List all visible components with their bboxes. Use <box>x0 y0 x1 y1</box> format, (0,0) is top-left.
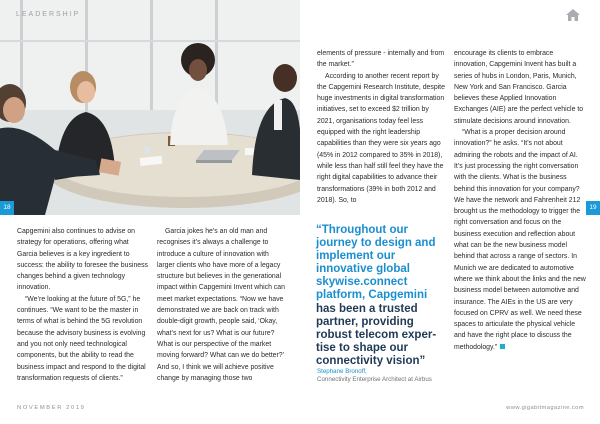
body-column-3 <box>317 48 447 206</box>
paragraph <box>454 127 586 353</box>
paragraph: According to another recent report by the Capgemini Research Institute, despite huge investments in digital transformation initiatives, set to exceed $2 trillion by 2021, organisations today feel less equipped with the right leadership capabilities than they were six years ago (45% in 2012 compared to 35% in 2018), while less than half still feel they have the right digital capabilities to advance their transformations (39% in both 2012 and 2018). So, to <box>317 72 445 204</box>
article-end-mark <box>500 344 505 349</box>
body-column-2 <box>157 226 288 384</box>
home-icon[interactable] <box>565 8 581 22</box>
pull-quote-part-1: “Throughout our journey to design and implement our innovative global skywise.connect platform, Capgemini <box>316 224 436 302</box>
paragraph: “We’re looking at the future of 5G,” he continues. “We want to be the master in terms of what is behind the 5G revolution because the advisory business is evolving and you not only need technological components, but the ability to read the business impact and respond to the digital transformation requests of clients.” <box>17 295 146 382</box>
section-label: LEADERSHIP <box>16 11 81 18</box>
footer-website[interactable]: www.gigabitmagazine.com <box>506 405 584 411</box>
page-number-right: 19 <box>586 201 600 215</box>
meeting-photo <box>0 0 300 215</box>
paragraph: Capgemini also continues to advise on strategy for operations, offering what Garcia believes is a key ingredient to success: the ability to foresee the business changes behind a given technology innovation. <box>17 228 148 292</box>
paragraph: encourage its clients to embrace innovation, Capgemini Invent has built a series of hubs in London, Paris, Munich, New York and San Francisco. Garcia believes these Applied Innovation Exchanges (AIE) are the perfect vehicle to stimulate decisions around innovation. <box>454 50 584 125</box>
paragraph: elements of pressure - internally and from the market.” <box>317 50 445 69</box>
pull-quote-part-2: has been a trusted partner, providing robust telecom expertise to shape our connectivity vision” <box>316 302 437 367</box>
quote-author-title: Connectivity Enterprise Architect at Airbus <box>317 376 432 384</box>
paragraph-text: “What is a proper decision around innovation?” he asks. “It’s not about admiring the robots and the impact of AI. It’s just processing the right conversation with the clients. What is the business behind this innovation for your company? We have the network and Fahrenheit 212 brought us the methodology to trigger the right conversation and focus on the business execution and reflection about what can be the new business model behind that across a range of sectors. In Munich we are dedicated to automotive where we think about the links and the new business model between automotive and insurance. The AIEs in the US are very focused on CPRV as well. We need these spaces to articulate the physical vehicle and have the right place to discuss the methodology.” <box>454 129 586 351</box>
paragraph: Garcia jokes he’s an old man and recognises it’s always a challenge to introduce a culture of innovation with larger clients who have more of a legacy structure but believes in the generational impact within Capgemini Invent which can meet market expectations. “Now we have demonstrated we are back on track with double-digit growth, people said, ‘Okay, what’s next for us? What is our future? What is our perspective of the market moving forward? What can we do better?’ And so, I think we will achieve positive change by managing those two <box>157 228 285 382</box>
pull-quote <box>316 224 446 368</box>
page-number-left: 18 <box>0 201 14 215</box>
quote-author-name: Stephane Bronoff, <box>317 368 367 375</box>
body-column-4 <box>454 48 586 353</box>
footer-date: NOVEMBER 2019 <box>17 405 86 411</box>
body-column-1 <box>17 226 148 384</box>
quote-attribution <box>317 368 452 384</box>
